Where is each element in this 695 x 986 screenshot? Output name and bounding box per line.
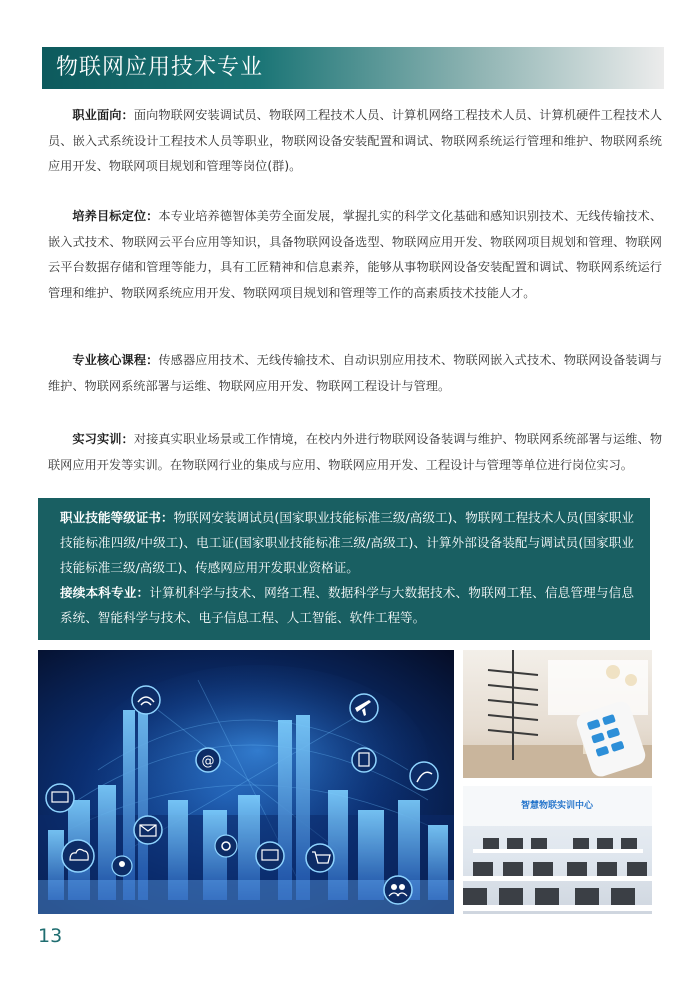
cart-icon (306, 844, 334, 872)
section-text: 对接真实职业场景或工作情境，在校内外进行物联网设备装调与维护、物联网系统部署与运维、物联网应用开发等实训。在物联网行业的集成与应用、物联网应用开发、工程设计与管理等单位进行岗位实习。 (48, 432, 663, 472)
section-career (48, 103, 662, 180)
bachelor-paragraph (60, 580, 634, 630)
location-icon (112, 856, 132, 876)
section-text: 传感器应用技术、无线传输技术、自动识别应用技术、物联网嵌入式技术、物联网设备装调与维护、物联网系统部署与运维、物联网应用开发、物联网工程设计与管理。 (48, 353, 663, 393)
section-label: 职业面向： (72, 108, 134, 122)
certificate-label: 职业技能等级证书： (60, 510, 174, 525)
cloud-icon (62, 840, 94, 872)
certificate-box (38, 498, 650, 640)
smart-city-image (38, 650, 454, 914)
smart-home-illustration (463, 650, 652, 778)
bachelor-text: 计算机科学与技术、网络工程、数据科学与大数据技术、物联网工程、信息管理与信息系统、智能科学与技术、电子信息工程、人工智能、软件工程等。 (60, 585, 635, 625)
airplane-icon (350, 694, 378, 722)
lab-sign: 智慧物联实训中心 (521, 801, 594, 811)
section-text: 面向物联网安装调试员、物联网工程技术人员、计算机网络工程技术人员、计算机硬件工程技术人员、嵌入式系统设计工程技术人员等职业，物联网设备安装配置和调试、物联网系统运行管理和维护、物联网系统应用开发、物联网项目规划和管理等岗位(群)。 (48, 108, 663, 173)
certificate-paragraph (60, 505, 634, 580)
bachelor-label: 接续本科专业： (60, 585, 150, 600)
satellite-icon (410, 762, 438, 790)
mail-icon (134, 816, 162, 844)
section-label: 培养目标定位： (72, 209, 159, 223)
iot-lab-illustration (463, 786, 652, 914)
svg-text:@: @ (201, 754, 215, 769)
section-label: 实习实训： (72, 432, 134, 446)
at-icon (196, 748, 220, 772)
certificate-text: 物联网安装调试员(国家职业技能标准三级/高级工)、物联网工程技术人员(国家职业技能标准四级/中级工)、电工证(国家职业技能标准三级/高级工)、计算外部设备装配与调试员(国家职业技能标准三级/高级工)、传感网应用开发职业资格证。 (60, 510, 634, 575)
iot-lab-photo (463, 786, 652, 914)
section-label: 专业核心课程： (72, 353, 159, 367)
smart-home-photo (463, 650, 652, 778)
page-number: 13 (38, 925, 63, 947)
section-goal (48, 204, 662, 306)
people-icon (384, 876, 412, 904)
section-text: 本专业培养德智体美劳全面发展，掌握扎实的科学文化基础和感知识别技术、无线传输技术、嵌入式技术、物联网云平台应用等知识，具备物联网设备选型、物联网应用开发、物联网项目规划和管理、物联网云平台数据存储和管理等能力，具有工匠精神和信息素养，能够从事物联网设备安装配置和调试、物联网系统运行管理和维护、物联网系统应用开发、物联网项目规划和管理等工作的高素质技术技能人才。 (48, 209, 663, 300)
section-core-courses (48, 348, 662, 399)
wifi-icon (132, 686, 160, 714)
document-icon (352, 748, 376, 772)
settings-icon (215, 835, 237, 857)
section-internship (48, 427, 662, 478)
page-title: 物联网应用技术专业 (56, 55, 264, 80)
laptop-icon (46, 784, 74, 812)
smart-city-illustration (38, 650, 454, 914)
monitor-icon (256, 842, 284, 870)
